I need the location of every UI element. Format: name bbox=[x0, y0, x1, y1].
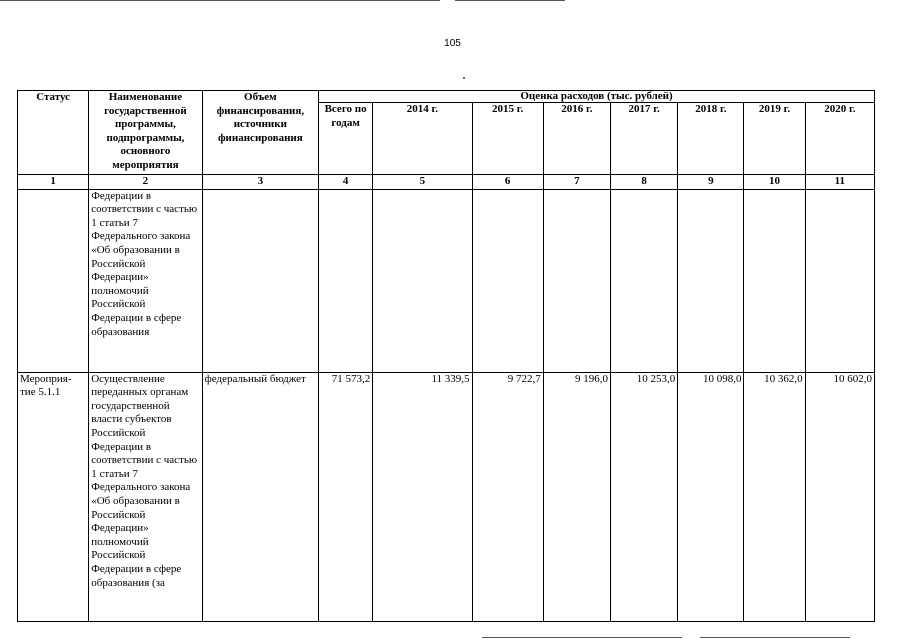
row-2016: 9 196,0 bbox=[543, 372, 610, 621]
row-total: 71 573,2 bbox=[319, 372, 373, 621]
budget-table bbox=[17, 90, 875, 622]
column-number: 7 bbox=[543, 175, 610, 190]
header-year-2014: 2014 г. bbox=[373, 103, 472, 175]
header-year-2016: 2016 г. bbox=[543, 103, 610, 175]
row-status: Мероприя-тие 5.1.1 bbox=[18, 372, 89, 621]
row-name: Федерации в соответствии с частью 1 статьи 7 Федерального закона «Об образовании в Российской Федерации» полномочий Российской Федерации в сфере образования bbox=[89, 189, 202, 372]
scan-artifact-dot bbox=[463, 77, 465, 79]
row-total bbox=[319, 189, 373, 372]
column-number: 8 bbox=[611, 175, 678, 190]
header-row bbox=[18, 91, 875, 103]
header-year-2015: 2015 г. bbox=[472, 103, 543, 175]
header-status: Статус bbox=[18, 91, 89, 175]
header-expenses-group: Оценка расходов (тыс. рублей) bbox=[319, 91, 875, 103]
scan-artifact-top-line-right bbox=[455, 0, 565, 1]
column-number: 5 bbox=[373, 175, 472, 190]
header-year-2017: 2017 г. bbox=[611, 103, 678, 175]
table-row bbox=[18, 372, 875, 621]
row-2020: 10 602,0 bbox=[805, 372, 874, 621]
scan-artifact-bottom-line-right bbox=[700, 637, 850, 638]
header-year-2018: 2018 г. bbox=[678, 103, 744, 175]
row-2017 bbox=[611, 189, 678, 372]
header-year-2019: 2019 г. bbox=[744, 103, 805, 175]
row-2018 bbox=[678, 189, 744, 372]
column-number-row bbox=[18, 175, 875, 190]
row-2016 bbox=[543, 189, 610, 372]
page-number: 105 bbox=[444, 38, 461, 49]
column-number: 11 bbox=[805, 175, 874, 190]
row-source: федеральный бюджет bbox=[202, 372, 318, 621]
column-number: 9 bbox=[678, 175, 744, 190]
row-2015 bbox=[472, 189, 543, 372]
row-2019 bbox=[744, 189, 805, 372]
scan-artifact-top-line bbox=[0, 0, 440, 1]
header-volume: Объем финансирования, источники финансирования bbox=[202, 91, 318, 175]
row-2020 bbox=[805, 189, 874, 372]
row-2019: 10 362,0 bbox=[744, 372, 805, 621]
column-number: 2 bbox=[89, 175, 202, 190]
header-year-2020: 2020 г. bbox=[805, 103, 874, 175]
row-2015: 9 722,7 bbox=[472, 372, 543, 621]
table-row bbox=[18, 189, 875, 372]
row-2017: 10 253,0 bbox=[611, 372, 678, 621]
row-status bbox=[18, 189, 89, 372]
column-number: 4 bbox=[319, 175, 373, 190]
column-number: 6 bbox=[472, 175, 543, 190]
column-number: 1 bbox=[18, 175, 89, 190]
column-number: 3 bbox=[202, 175, 318, 190]
row-name: Осуществление переданных органам государственной власти субъектов Российской Федерации в соответствии с частью 1 статьи 7 Федерального закона «Об образовании в Российской Федерации» полномочий Российской Федерации в сфере образования (за bbox=[89, 372, 202, 621]
header-year-total: Всего по годам bbox=[319, 103, 373, 175]
row-2014: 11 339,5 bbox=[373, 372, 472, 621]
column-number: 10 bbox=[744, 175, 805, 190]
row-source bbox=[202, 189, 318, 372]
row-2014 bbox=[373, 189, 472, 372]
header-name: Наименование государственной программы, подпрограммы, основного мероприятия bbox=[89, 91, 202, 175]
row-2018: 10 098,0 bbox=[678, 372, 744, 621]
scan-artifact-bottom-line bbox=[482, 637, 682, 638]
